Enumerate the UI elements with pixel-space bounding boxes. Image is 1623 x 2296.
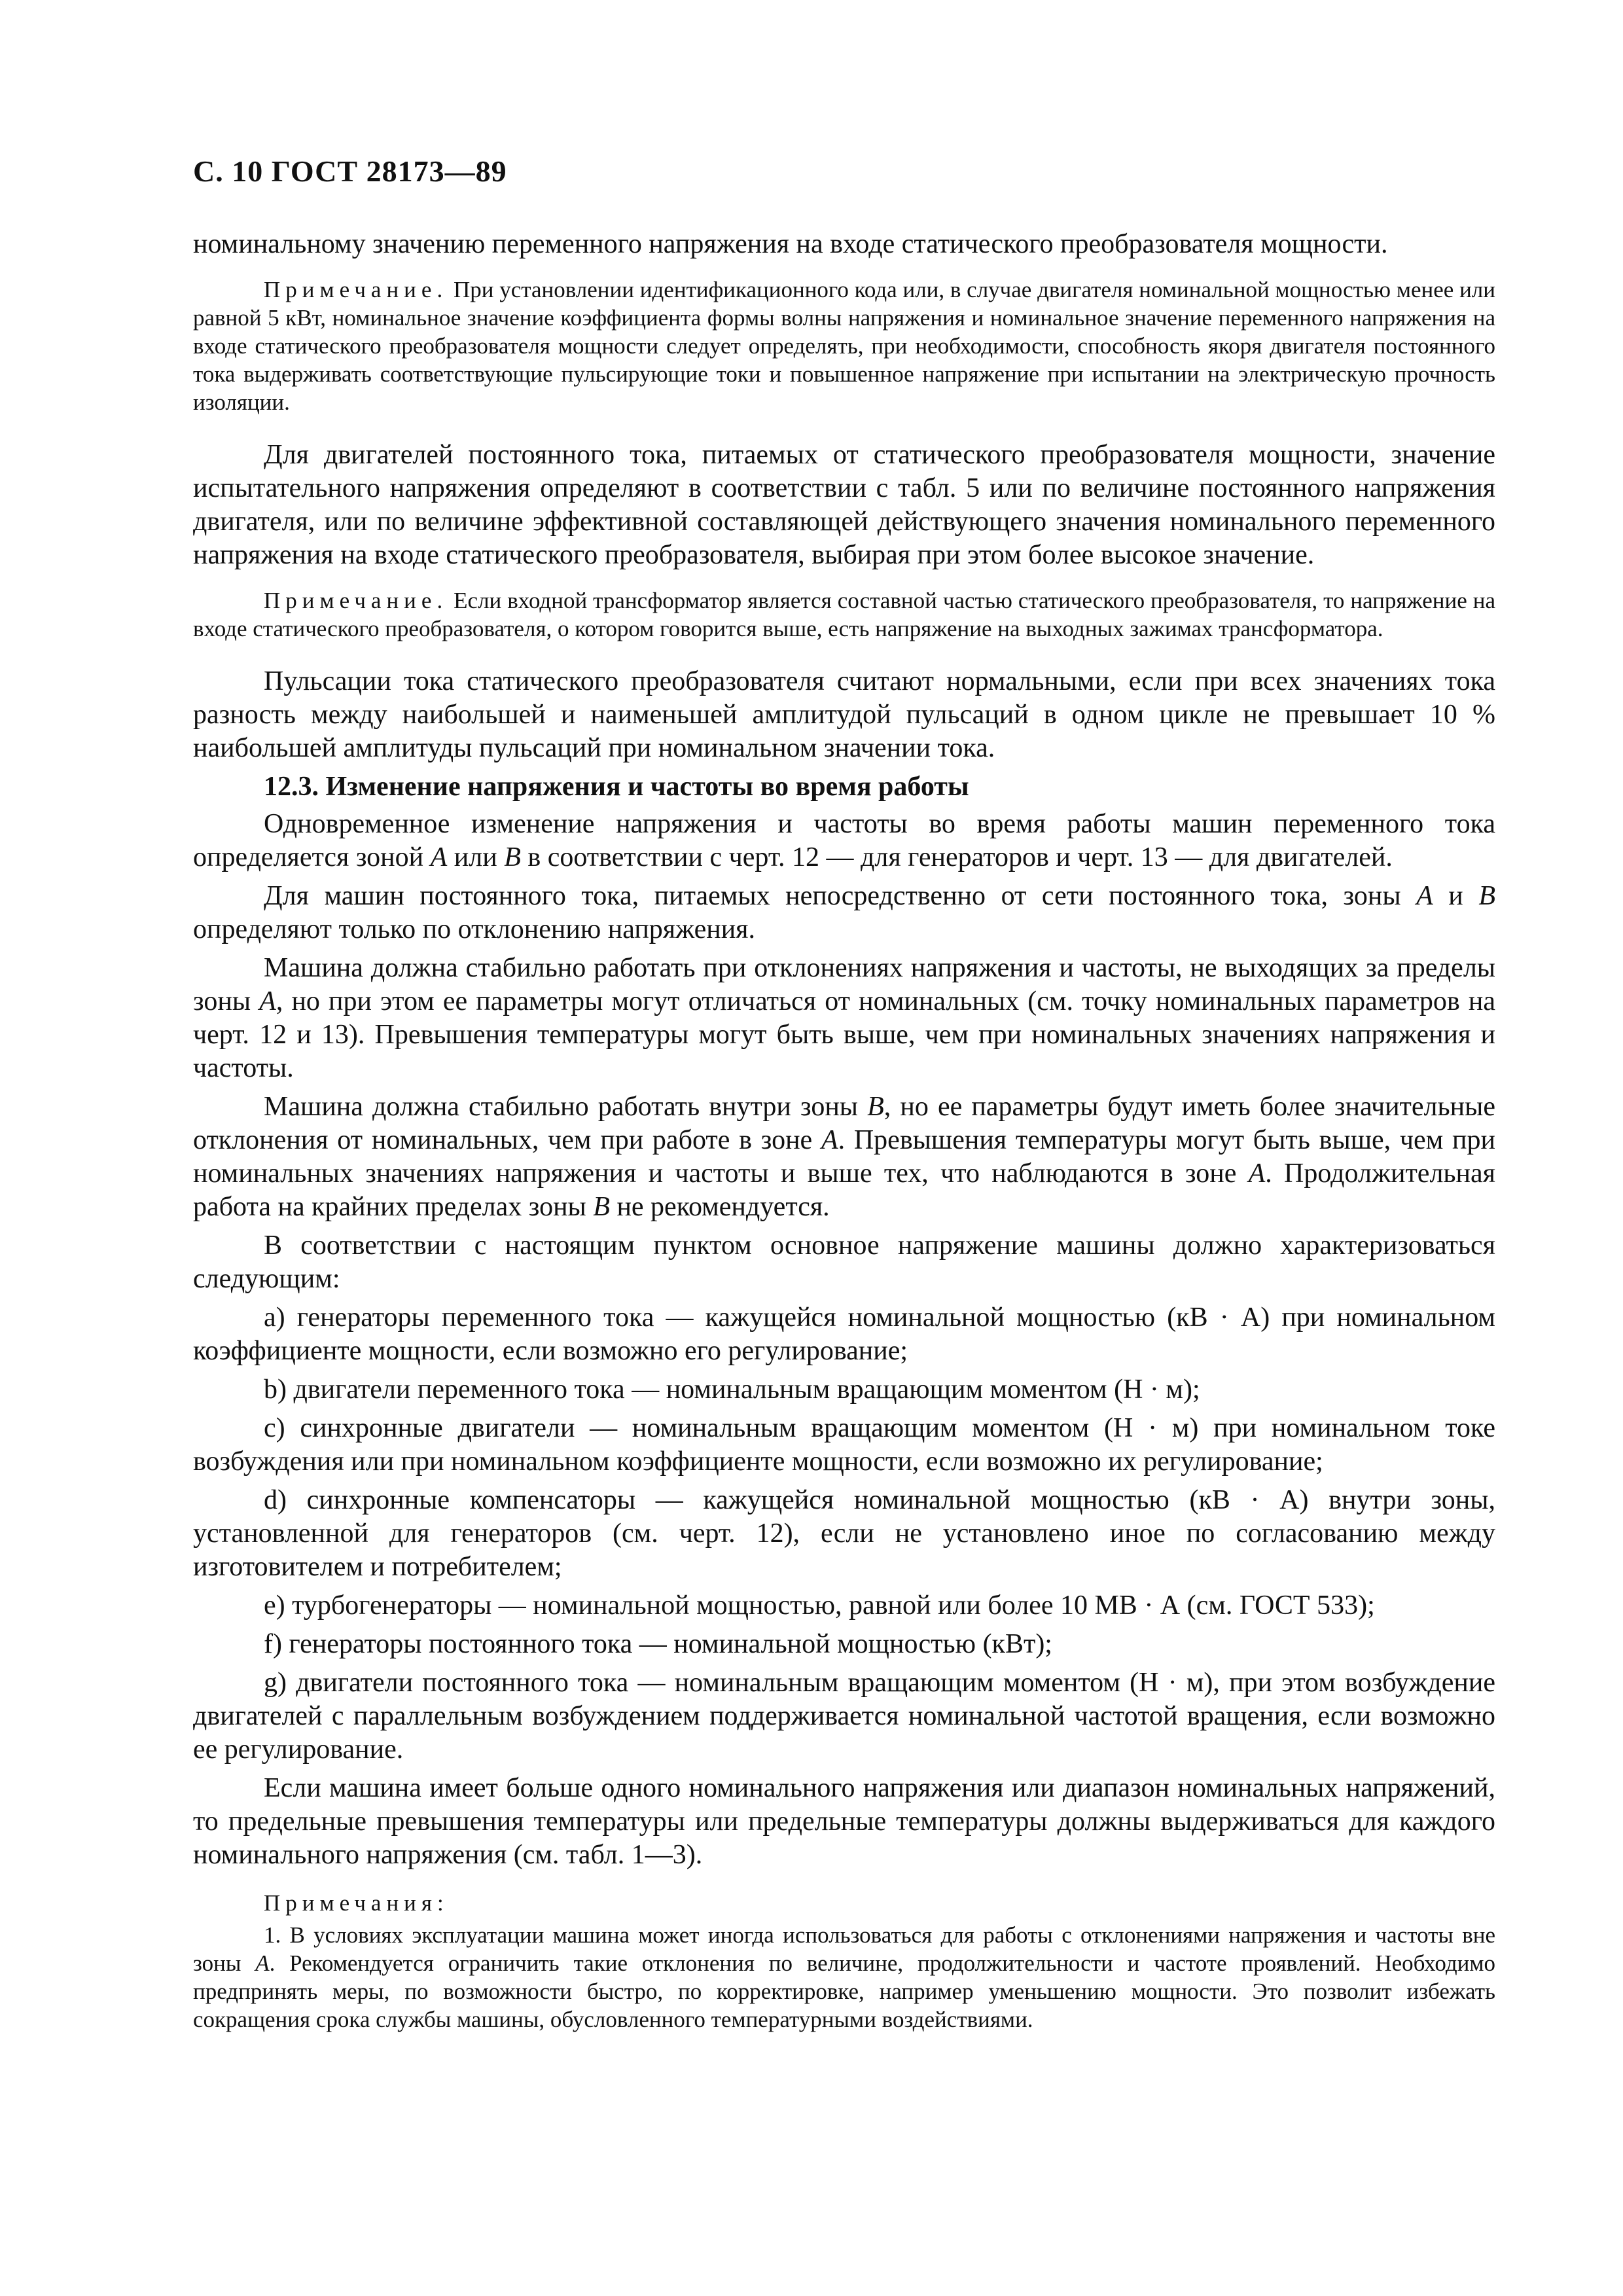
page-content <box>193 228 1495 2034</box>
paragraph-zones <box>193 808 1495 874</box>
zone-a-label: А <box>430 842 448 872</box>
note-item-1 <box>193 1921 1495 2034</box>
text-span: , но при этом ее параметры могут отличаться от номинальных (см. точку номинальных параметров на черт. 12 и 13). Превышения температуры могут быть выше, чем при номинальных значениях напряжения и частоты. <box>193 986 1495 1083</box>
zone-a-label: А <box>821 1125 838 1155</box>
text-span: в соответствии с черт. 12 — для генераторов и черт. 13 — для двигателей. <box>520 842 1393 872</box>
paragraph-dc-machines <box>193 880 1495 946</box>
text-span: , но ее параметры будут иметь более значительные отклонения от номинальных, чем при работе в зоне <box>193 1092 1496 1155</box>
note-paragraph <box>193 276 1495 416</box>
list-item-d: d) синхронные компенсаторы — кажущейся номинальной мощностью (кВ · А) внутри зоны, установленной для генераторов (см. черт. 12), если не установлено иное по согласованию между изготовителем и потребителем; <box>193 1485 1495 1582</box>
note-paragraph <box>193 586 1495 643</box>
zone-b-label: В <box>504 842 521 872</box>
text-span: . Рекомендуется ограничить такие отклонения по величине, продолжительности и частоте проявлений. Необходимо предпринять меры, по возможности быстро, по корректировке, например уменьшению мощности. Это позволит избежать сокращения срока службы машины, обусловленного температурными воздействиями. <box>193 1950 1495 2032</box>
text-span: . Превышения температуры могут быть выше, чем при номинальных значениях напряжения и частоты и выше тех, что наблюдаются в зоне <box>193 1125 1495 1189</box>
paragraph-zone-a-operation <box>193 952 1495 1085</box>
zone-a-label: А <box>1248 1158 1266 1189</box>
text-span: Машина должна стабильно работать внутри зоны <box>264 1092 868 1122</box>
paragraph-test-voltage: Для двигателей постоянного тока, питаемых от статического преобразователя мощности, значение испытательного напряжения определяют в соответствии с табл. 5 или по величине постоянного напряжения двигателя, или по величине эффективной составляющей действующего значения номинального переменного напряжения на входе статического преобразователя, выбирая при этом более высокое значение. <box>193 440 1495 570</box>
list-item-f: f) генераторы постоянного тока — номинальной мощностью (кВт); <box>264 1629 1052 1659</box>
text-span: Машина должна стабильно работать при отклонениях напряжения и частоты, не выходящих за пределы зоны <box>193 953 1495 1016</box>
paragraph-characterize: В соответствии с настоящим пунктом основное напряжение машины должно характеризоваться следующим: <box>193 1230 1495 1294</box>
zone-a-label: А <box>259 986 276 1016</box>
zone-b-label: В <box>867 1092 884 1122</box>
notes-heading: Примечания: <box>264 1890 449 1916</box>
paragraph-zone-b-operation <box>193 1090 1495 1224</box>
section-title: 12.3. Изменение напряжения и частоты во время работы <box>264 772 969 802</box>
list-item-c: c) синхронные двигатели — номинальным вращающим моментом (Н · м) при номинальном токе возбуждения или при номинальном коэффициенте мощности, если возможно их регулирование; <box>193 1413 1495 1477</box>
list-item-a: a) генераторы переменного тока — кажущейся номинальной мощностью (кВ · А) при номинальном коэффициенте мощности, если возможно его регулирование; <box>193 1302 1495 1366</box>
page-header: С. 10 ГОСТ 28173—89 <box>193 154 507 188</box>
note-text: Если входной трансформатор является составной частью статического преобразователя, то напряжение на входе статического преобразователя, о котором говорится выше, есть напряжение на выходных зажимах трансформатора. <box>193 588 1495 641</box>
list-item-b: b) двигатели переменного тока — номинальным вращающим моментом (Н · м); <box>264 1374 1200 1405</box>
text-span: . Продолжительная работа на крайних пределах зоны <box>193 1158 1495 1222</box>
text-span: Одновременное изменение напряжения и частоты во время работы машин переменного тока определяется зоной <box>193 809 1495 872</box>
text-span: Для машин постоянного тока, питаемых непосредственно от сети постоянного тока, зоны <box>264 881 1417 911</box>
zone-b-label: В <box>1478 881 1495 911</box>
note-label: Примечание. <box>264 588 448 613</box>
list-item-g: g) двигатели постоянного тока — номинальным вращающим моментом (Н · м), при этом возбуждение двигателей с параллельным возбуждением поддерживается номинальной частотой вращения, если возможно ее регулирование. <box>193 1668 1495 1765</box>
text-span: не рекомендуется. <box>609 1192 830 1222</box>
zone-a-label: А <box>255 1950 270 1976</box>
zone-b-label: В <box>593 1192 610 1222</box>
paragraph-continuation: номинальному значению переменного напряжения на входе статического преобразователя мощности. <box>193 229 1388 259</box>
text-span: или <box>447 842 505 872</box>
paragraph-multiple-voltages: Если машина имеет больше одного номинального напряжения или диапазон номинальных напряжений, то предельные превышения температуры или предельные температуры должны выдерживаться для каждого номинального напряжения (см. табл. 1—3). <box>193 1773 1495 1870</box>
list-item-e: e) турбогенераторы — номинальной мощностью, равной или более 10 МВ · А (см. ГОСТ 533); <box>264 1590 1375 1621</box>
text-span: определяют только по отклонению напряжения. <box>193 914 755 944</box>
note-text: При установлении идентификационного кода или, в случае двигателя номинальной мощностью менее или равной 5 кВт, номинальное значение коэффициента формы волны напряжения и номинальное значение переменного напряжения на входе статического преобразователя мощности следует определять, при необходимости, способность якоря двигателя постоянного тока выдерживать соответствующие пульсирующие токи и повышенное напряжение при испытании на электрическую прочность изоляции. <box>193 277 1495 415</box>
note-label: Примечание. <box>264 277 448 302</box>
text-span: и <box>1433 881 1479 911</box>
text-span: 1. В условиях эксплуатации машина может иногда использоваться для работы с отклонениями напряжения и частоты вне зоны <box>193 1922 1495 1976</box>
zone-a-label: А <box>1416 881 1433 911</box>
paragraph-current-ripple: Пульсации тока статического преобразователя считают нормальными, если при всех значениях тока разность между наибольшей и наименьшей амплитудой пульсаций в одном цикле не превышает 10 % наибольшей амплитуды пульсаций при номинальном значении тока. <box>193 666 1495 763</box>
